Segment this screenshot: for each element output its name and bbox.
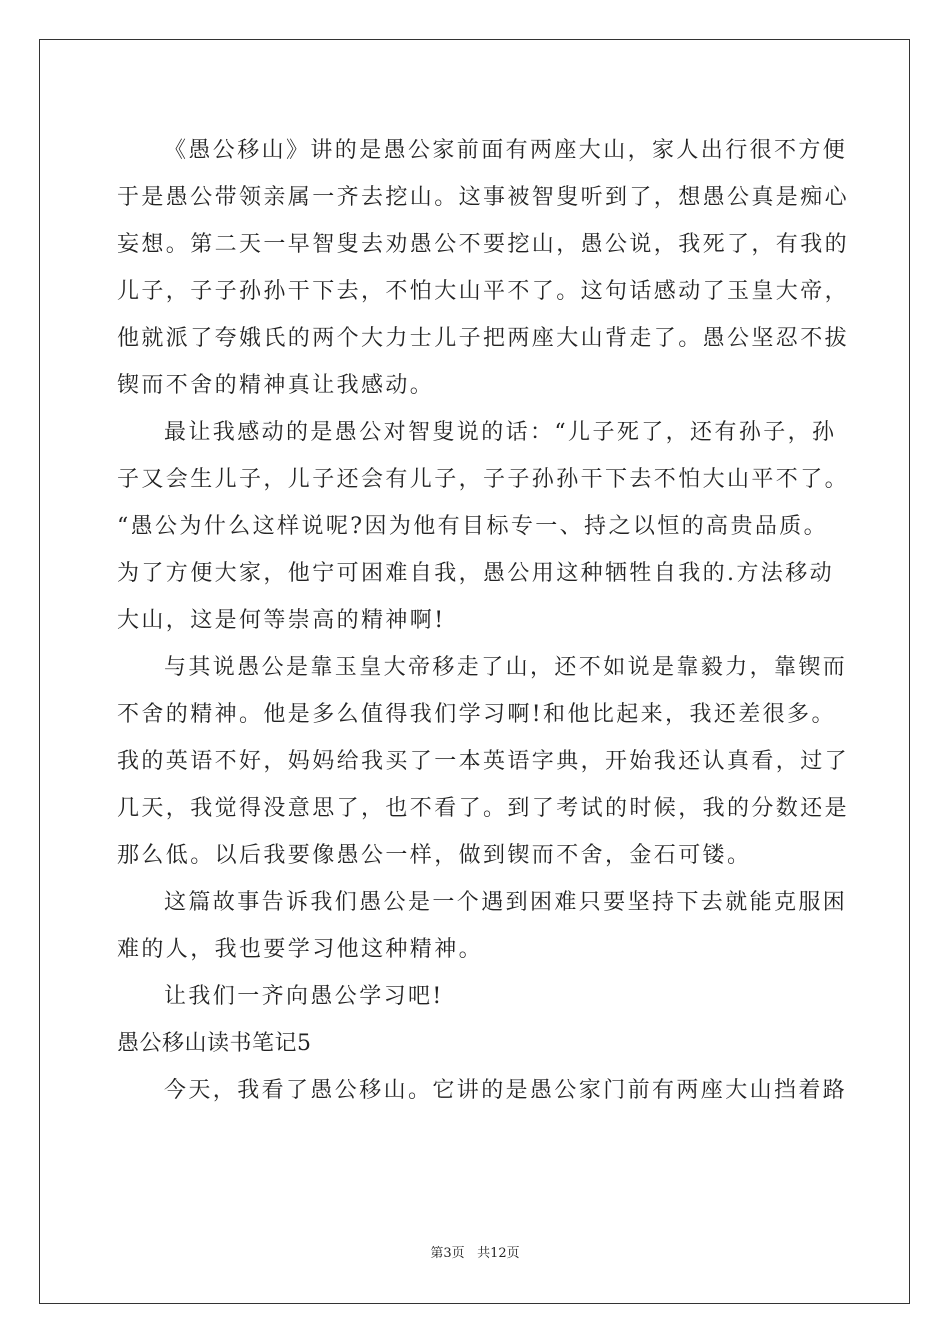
text-line: 大山，这是何等崇高的精神啊! [117,608,446,633]
text-line: 子又会生儿子，儿子还会有儿子，子子孙孙干下去不怕大山平不了。 [117,467,850,492]
text-line: 儿子，子子孙孙干下去，不怕大山平不了。这句话感动了玉皇大帝， [117,279,850,304]
page-total: 共12页 [477,1246,520,1261]
text-line: 最让我感动的是愚公对智叟说的话：“儿子死了，还有孙子，孙 [164,420,837,445]
page-footer [0,1245,950,1263]
text-line: 难的人，我也要学习他这种精神。 [117,937,484,962]
section-heading: 愚公移山读书笔记5 [117,1031,312,1056]
text-line: 与其说愚公是靠玉皇大帝移走了山，还不如说是靠毅力，靠锲而 [164,655,848,680]
text-line: 妄想。第二天一早智叟去劝愚公不要挖山，愚公说，我死了，有我的 [117,232,850,257]
text-line: 那么低。以后我要像愚公一样，做到锲而不舍，金石可镂。 [117,843,752,868]
text-line: 于是愚公带领亲属一齐去挖山。这事被智叟听到了，想愚公真是痴心 [117,185,850,210]
text-line: 锲而不舍的精神真让我感动。 [117,373,435,398]
text-line: 今天，我看了愚公移山。它讲的是愚公家门前有两座大山挡着路 [164,1078,848,1103]
text-line: 《愚公移山》讲的是愚公家前面有两座大山，家人出行很不方便 [164,138,848,163]
text-line: 我的英语不好，妈妈给我买了一本英语字典，开始我还认真看，过了 [117,749,850,774]
text-line: 不舍的精神。他是多么值得我们学习啊!和他比起来，我还差很多。 [117,702,836,727]
text-line: “愚公为什么这样说呢?因为他有目标专一、持之以恒的高贵品质。 [117,514,829,539]
page-number: 第3页 [430,1246,465,1261]
text-line: 他就派了夸娥氏的两个大力士儿子把两座大山背走了。愚公坚忍不拔 [117,326,850,351]
text-line: 让我们一齐向愚公学习吧! [164,984,444,1009]
text-line: 为了方便大家，他宁可困难自我，愚公用这种牺牲自我的.方法移动 [117,561,834,586]
text-line: 几天，我觉得没意思了，也不看了。到了考试的时候，我的分数还是 [117,796,850,821]
text-line: 这篇故事告诉我们愚公是一个遇到困难只要坚持下去就能克服困 [164,890,848,915]
